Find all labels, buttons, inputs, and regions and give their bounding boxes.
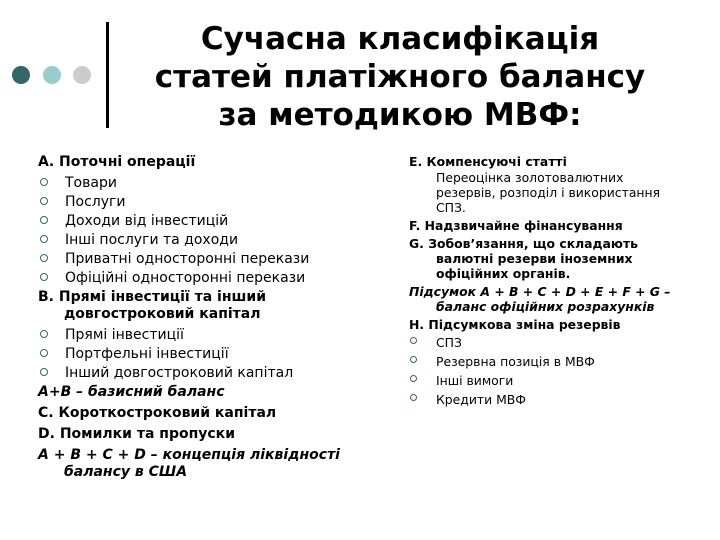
decor-dot-dark	[12, 66, 30, 84]
list-item	[38, 232, 398, 249]
list-item	[38, 251, 398, 268]
ring-bullet-icon	[40, 273, 48, 281]
list-item	[38, 194, 398, 211]
list-item-label: Товари	[65, 175, 117, 191]
section-b-heading: В. Прямі інвестиції та інший довгостроковий капітал	[38, 289, 266, 322]
title-line-2: статей платіжного балансу	[154, 59, 646, 95]
ring-bullet-icon	[410, 356, 417, 363]
list-item-label: Послуги	[65, 194, 126, 210]
list-item-label: Портфельні інвестиції	[65, 346, 229, 362]
ring-bullet-icon	[40, 178, 48, 186]
list-item-label: Резервна позиція в МВФ	[436, 354, 595, 369]
slide-title	[120, 20, 680, 134]
title-line-3: за методикою МВФ:	[218, 97, 582, 133]
ring-bullet-icon	[40, 349, 48, 357]
list-item	[409, 392, 679, 407]
section-c-heading: С. Короткостроковий капітал	[38, 405, 277, 421]
section-f-heading: F. Надзвичайне фінансування	[409, 218, 623, 233]
list-item	[38, 365, 398, 382]
list-item-label: Офіційні односторонні перекази	[65, 270, 306, 286]
section-d-heading: D. Помилки та пропуски	[38, 426, 235, 442]
section-e-description: Переоцінка золотовалютних резервів, розподіл і використання СПЗ.	[436, 170, 661, 215]
ring-bullet-icon	[410, 394, 417, 401]
section-e-heading: Е. Компенсуючі статті	[409, 154, 567, 169]
section-a-heading: А. Поточні операції	[38, 154, 196, 170]
list-item	[409, 335, 679, 350]
list-item	[38, 175, 398, 192]
ring-bullet-icon	[410, 337, 417, 344]
section-h-heading: Н. Підсумкова зміна резервів	[409, 317, 621, 332]
list-item	[38, 346, 398, 363]
list-item	[38, 270, 398, 287]
left-column	[38, 154, 398, 485]
list-item-label: СПЗ	[436, 335, 462, 350]
ring-bullet-icon	[40, 368, 48, 376]
list-item-label: Інший довгостроковий капітал	[65, 365, 294, 381]
list-item-label: Доходи від інвестицій	[65, 213, 229, 229]
list-item-label: Інші вимоги	[436, 373, 514, 388]
ab-basic-balance: А+В – базисний баланс	[38, 384, 225, 400]
decor-dot-light	[43, 66, 61, 84]
ring-bullet-icon	[40, 235, 48, 243]
decor-dot-gray	[73, 66, 91, 84]
ring-bullet-icon	[40, 330, 48, 338]
list-item	[409, 354, 679, 369]
official-settlements-total: Підсумок А + В + С + D + Е + F + G – баланс офіційних розрахунків	[409, 284, 671, 314]
title-divider	[106, 22, 109, 128]
list-item	[38, 213, 398, 230]
list-item-label: Інші послуги та доходи	[65, 232, 239, 248]
ring-bullet-icon	[40, 254, 48, 262]
list-item-label: Прямі інвестиції	[65, 327, 184, 343]
list-item-label: Приватні односторонні перекази	[65, 251, 310, 267]
abcd-liquidity-concept: А + В + С + D – концепція ліквідності балансу в США	[38, 447, 340, 480]
ring-bullet-icon	[410, 375, 417, 382]
section-g-heading: G. Зобов’язання, що складають валютні резерви іноземних офіційних органів.	[409, 236, 638, 281]
list-item	[38, 327, 398, 344]
title-line-1: Сучасна класифікація	[200, 21, 600, 57]
right-column	[409, 154, 679, 411]
ring-bullet-icon	[40, 216, 48, 224]
ring-bullet-icon	[40, 197, 48, 205]
list-item-label: Кредити МВФ	[436, 392, 526, 407]
list-item	[409, 373, 679, 388]
